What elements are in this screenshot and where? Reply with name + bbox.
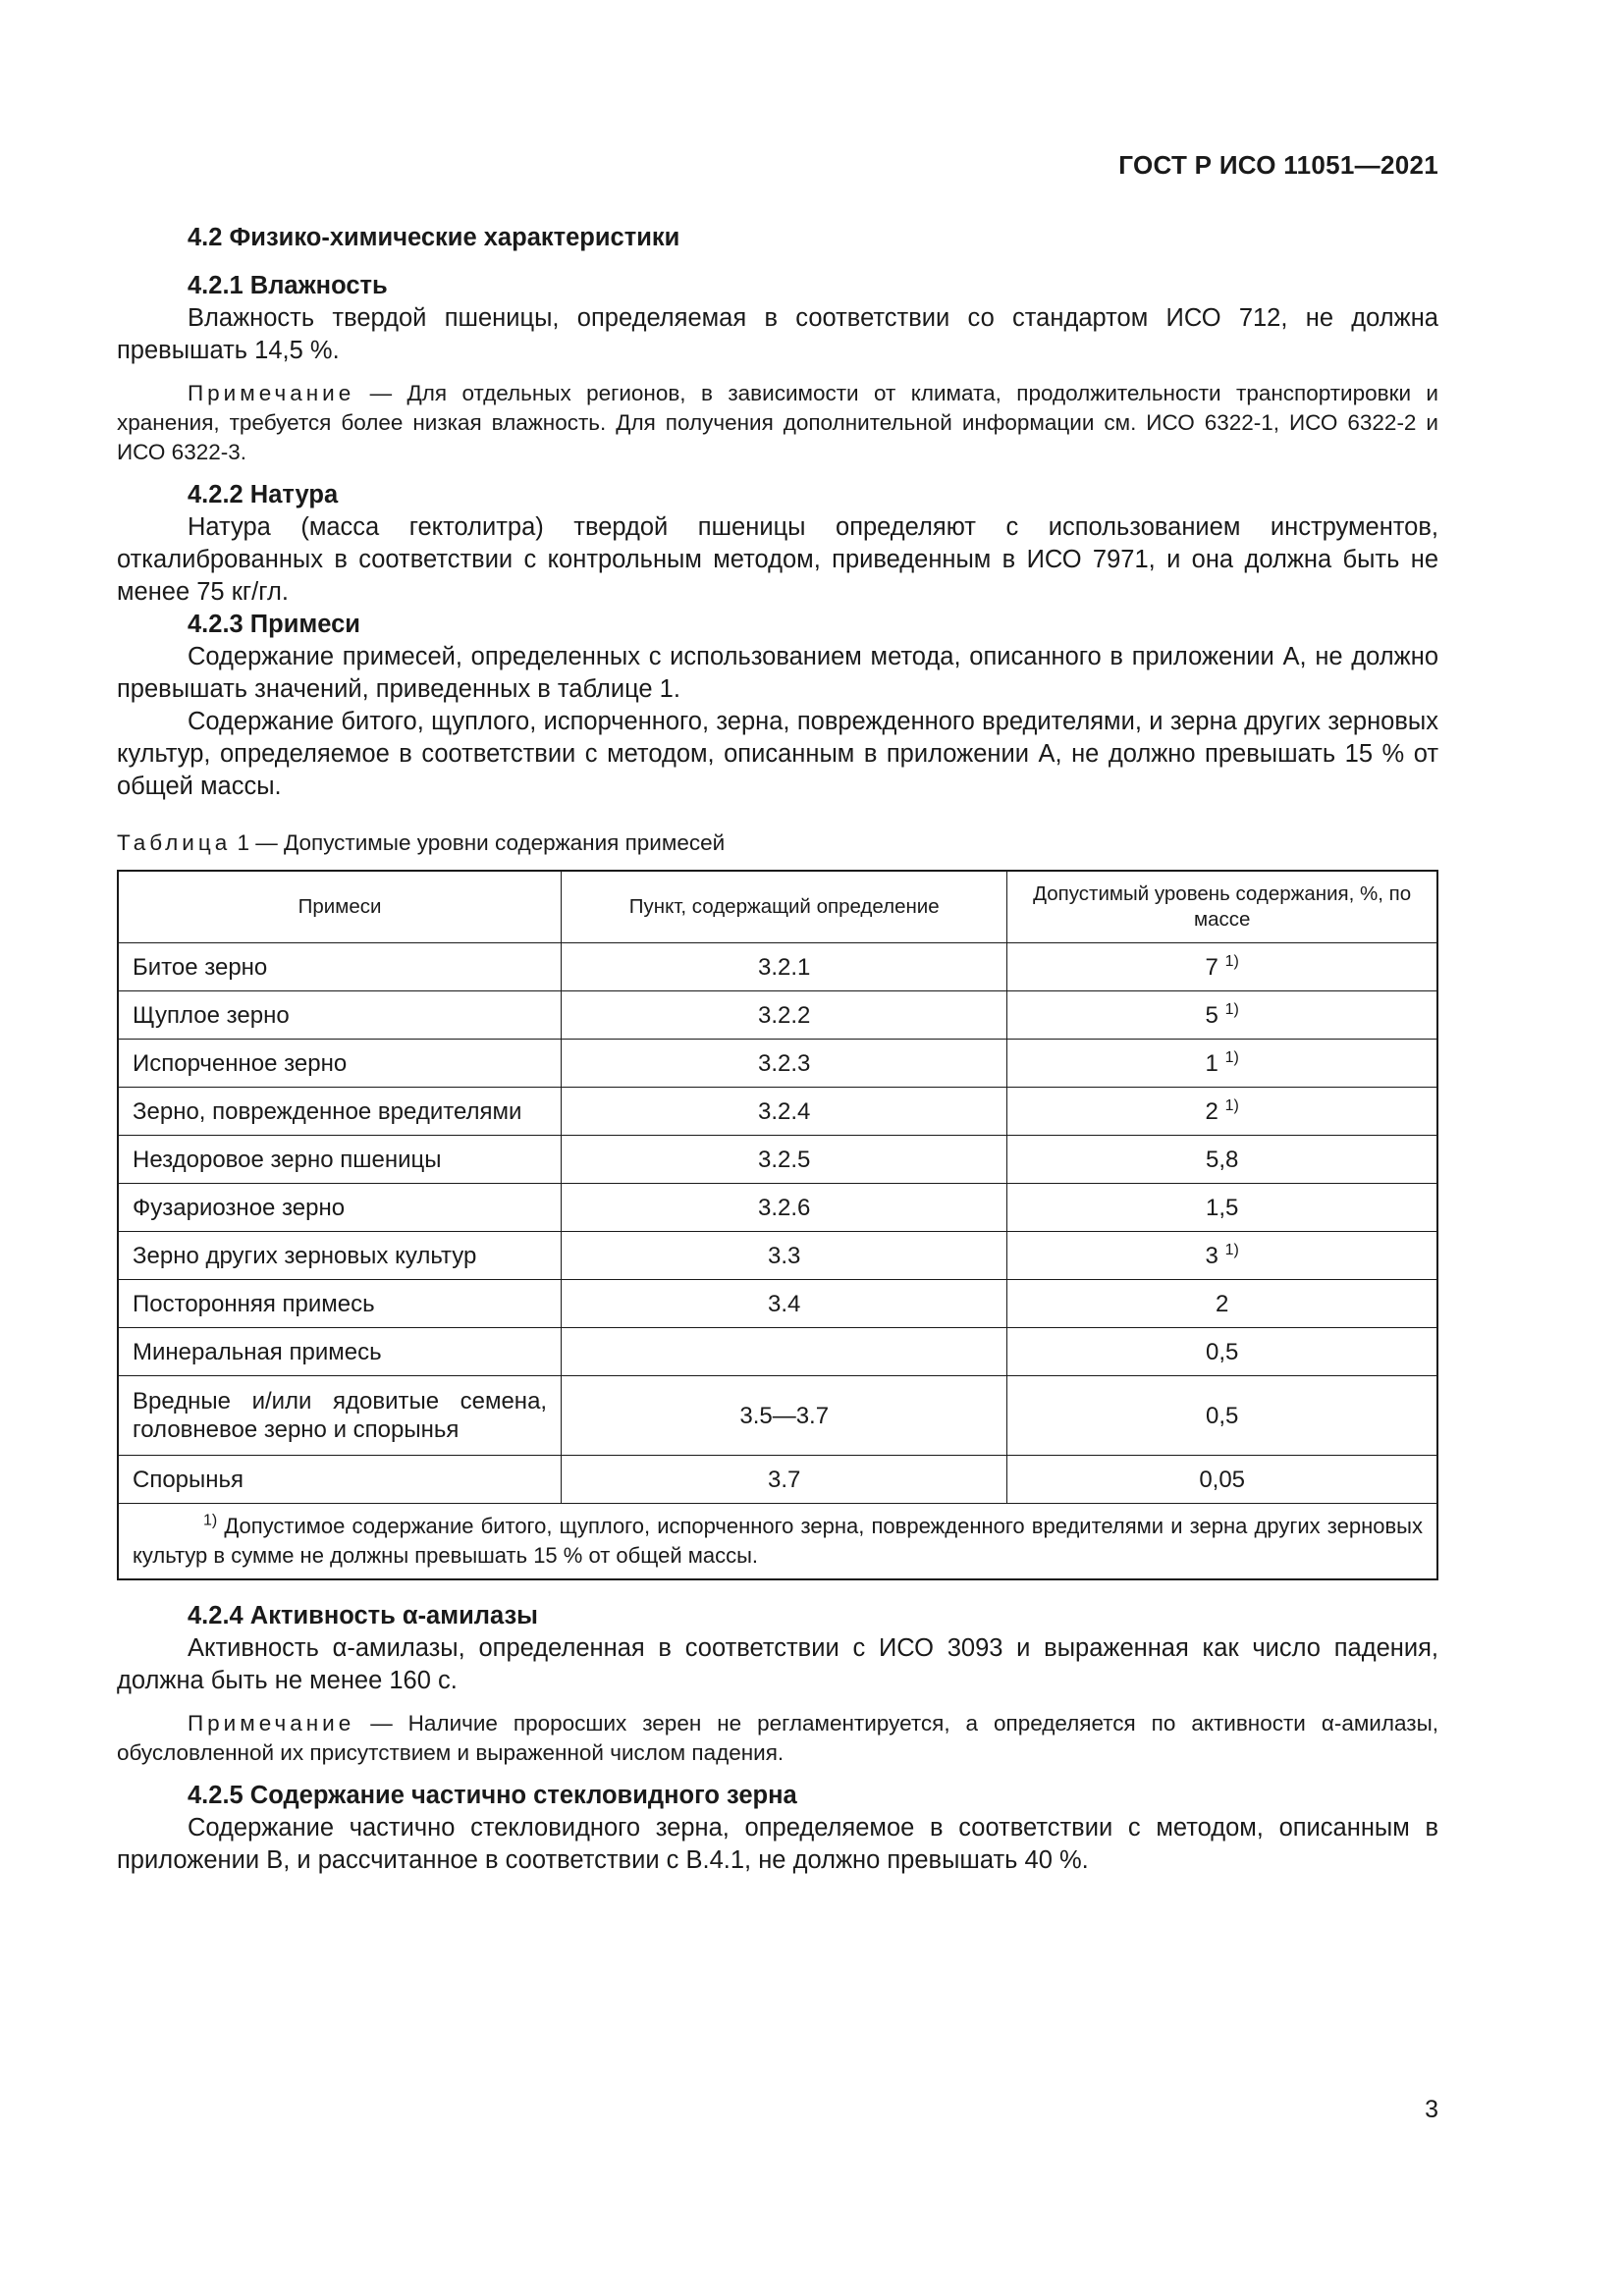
section-4-2-1-text: Влажность твердой пшеницы, определяемая в соответствии со стандартом ИСО 712, не должна превышать 14,5 %.: [117, 304, 1438, 364]
clause-ref: 3.2.2: [562, 991, 1007, 1040]
note-label: Примечание: [188, 381, 355, 405]
section-4-2-1-note: [117, 379, 1438, 467]
footnote-ref: 1): [1224, 1096, 1239, 1114]
level-value: 2: [1007, 1280, 1437, 1328]
impurity-name: Испорченное зерно: [118, 1040, 562, 1088]
clause-ref: 3.4: [562, 1280, 1007, 1328]
level-value: 2 $^{1)}$: [1007, 1088, 1437, 1136]
table-caption: [117, 828, 1438, 858]
section-4-2-title: 4.2 Физико-химические характеристики: [188, 224, 680, 251]
section-4-2-5-text: Содержание частично стекловидного зерна, определяемое в соответствии с методом, описанным в приложении В, и рассчитанное в соответствии с В.4.1, не должно превышать 40 %.: [117, 1814, 1438, 1874]
table-caption-label: Таблица: [117, 830, 232, 855]
clause-ref: 3.3: [562, 1232, 1007, 1280]
table-row: [118, 943, 1437, 991]
note-text: — Для отдельных регионов, в зависимости от климата, продолжительности транспортировки и хранения, требуется более низкая влажность. Для получения дополнительной информации см. ИСО 6322-1, ИСО 6322-2 и ИСО 6322-3.: [117, 381, 1438, 464]
section-4-2-3-text-1: Содержание примесей, определенных с использованием метода, описанного в приложении А, не должно превышать значений, приведенных в таблице 1.: [117, 643, 1438, 703]
note-label: Примечание: [188, 1711, 355, 1735]
clause-ref: 3.5—3.7: [562, 1376, 1007, 1456]
document-code: ГОСТ Р ИСО 11051—2021: [1118, 150, 1438, 180]
table-row: [118, 1376, 1437, 1456]
clause-ref: 3.2.4: [562, 1088, 1007, 1136]
footnote-mark: 1): [203, 1512, 218, 1529]
section-4-2-4-title: 4.2.4 Активность α-амилазы: [188, 1602, 538, 1629]
impurity-name: Щуплое зерно: [118, 991, 562, 1040]
level-value: 0,05: [1007, 1456, 1437, 1504]
note-text: — Наличие проросших зерен не регламентируется, а определяется по активности α-амилазы, обусловленной их присутствием и выраженной числом падения.: [117, 1711, 1438, 1765]
clause-ref: 3.7: [562, 1456, 1007, 1504]
table-row: [118, 1232, 1437, 1280]
table-row: [118, 1280, 1437, 1328]
table-row: [118, 1040, 1437, 1088]
impurity-name: Фузариозное зерно: [118, 1184, 562, 1232]
table-footnote: [118, 1504, 1437, 1580]
footnote-ref: 1): [1224, 1241, 1239, 1258]
section-4-2-3-title: 4.2.3 Примеси: [188, 611, 360, 638]
section-4-2-2-text: Натура (масса гектолитра) твердой пшеницы определяют с использованием инструментов, откалиброванных в соответствии с контрольным методом, приведенным в ИСО 7971, и она должна быть не менее 75 кг/гл.: [117, 513, 1438, 606]
footnote-ref: 1): [1224, 952, 1239, 970]
clause-ref: [562, 1328, 1007, 1376]
impurity-name: Вредные и/или ядовитые семена, головневое зерно и спорынья: [118, 1376, 562, 1456]
table-row: [118, 1088, 1437, 1136]
table-row: [118, 1184, 1437, 1232]
clause-ref: 3.2.1: [562, 943, 1007, 991]
section-4-2-4-note: [117, 1709, 1438, 1768]
level-value: 3 $^{1)}$: [1007, 1232, 1437, 1280]
table-caption-text: 1 — Допустимые уровни содержания примесей: [231, 830, 726, 855]
level-value: 0,5: [1007, 1328, 1437, 1376]
table-row: [118, 1328, 1437, 1376]
table-header-row: [118, 871, 1437, 943]
header-level: Допустимый уровень содержания, %, по массе: [1007, 871, 1437, 943]
level-value: 1,5: [1007, 1184, 1437, 1232]
level-value: 0,5: [1007, 1376, 1437, 1456]
footnote-text: Допустимое содержание битого, щуплого, испорченного зерна, поврежденного вредителями и зерна других зерновых культур в сумме не должны превышать 15 % от общей массы.: [133, 1514, 1423, 1568]
footnote-ref: 1): [1224, 1000, 1239, 1018]
page-content: [117, 222, 1438, 1877]
section-4-2-3-text-2: Содержание битого, щуплого, испорченного, зерна, поврежденного вредителями, и зерна других зерновых культур, определяемое в соответствии с методом, описанным в приложении А, не должно превышать 15 % от общей массы.: [117, 708, 1438, 800]
level-value: 7 $^{1)}$: [1007, 943, 1437, 991]
page-number: 3: [1425, 2096, 1438, 2123]
impurity-name: Нездоровое зерно пшеницы: [118, 1136, 562, 1184]
impurity-name: Зерно других зерновых культур: [118, 1232, 562, 1280]
table-row: [118, 1456, 1437, 1504]
impurity-name: Спорынья: [118, 1456, 562, 1504]
footnote-ref: 1): [1224, 1048, 1239, 1066]
header-clause: Пункт, содержащий определение: [562, 871, 1007, 943]
section-4-2-1-title: 4.2.1 Влажность: [188, 272, 388, 299]
level-value: 5 $^{1)}$: [1007, 991, 1437, 1040]
section-4-2-2-title: 4.2.2 Натура: [188, 481, 339, 508]
impurities-table: [117, 870, 1438, 1580]
impurity-name: Зерно, поврежденное вредителями: [118, 1088, 562, 1136]
table-row: [118, 991, 1437, 1040]
section-4-2-5-title: 4.2.5 Содержание частично стекловидного зерна: [188, 1782, 797, 1809]
table-footnote-row: [118, 1504, 1437, 1580]
impurity-name: Минеральная примесь: [118, 1328, 562, 1376]
impurity-name: Посторонняя примесь: [118, 1280, 562, 1328]
table-row: [118, 1136, 1437, 1184]
clause-ref: 3.2.6: [562, 1184, 1007, 1232]
clause-ref: 3.2.5: [562, 1136, 1007, 1184]
clause-ref: 3.2.3: [562, 1040, 1007, 1088]
level-value: 1 $^{1)}$: [1007, 1040, 1437, 1088]
section-4-2-4-text: Активность α-амилазы, определенная в соответствии с ИСО 3093 и выраженная как число падения, должна быть не менее 160 с.: [117, 1634, 1438, 1694]
level-value: 5,8: [1007, 1136, 1437, 1184]
impurity-name: Битое зерно: [118, 943, 562, 991]
header-impurities: Примеси: [118, 871, 562, 943]
